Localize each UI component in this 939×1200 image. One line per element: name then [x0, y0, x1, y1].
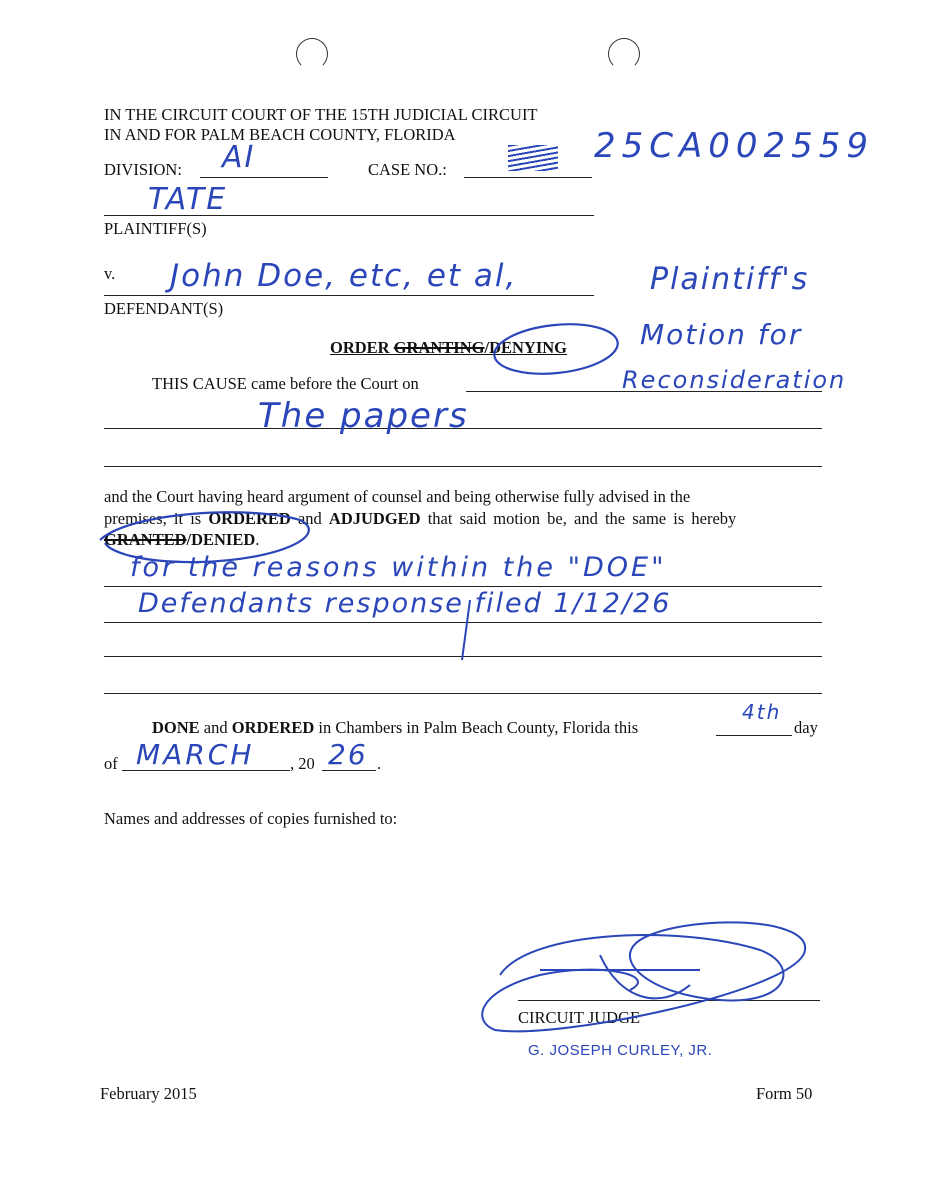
papers-handwriting: The papers — [258, 396, 469, 436]
case-no-line — [464, 177, 592, 178]
order-body-line-1: and the Court having heard argument of counsel and being otherwise fully advised in the — [104, 487, 691, 506]
signature-label: CIRCUIT JUDGE — [518, 1008, 641, 1027]
division-value: AI — [222, 140, 256, 175]
reason-line-2 — [104, 622, 822, 623]
case-no-label: CASE NO.: — [368, 160, 447, 179]
denied-text: /DENIED — [186, 530, 256, 549]
motion-handwriting-2: Motion for — [640, 318, 803, 351]
day-line — [716, 735, 792, 736]
division-line — [200, 177, 328, 178]
year-value: 26 — [328, 738, 368, 771]
done-ordered-text — [152, 718, 638, 738]
copies-label: Names and addresses of copies furnished to: — [104, 809, 398, 828]
year-prefix: , 20 — [290, 754, 315, 773]
premises-text: premises, it is — [104, 509, 209, 528]
punch-hole-right — [608, 38, 640, 70]
court-header-line-2: IN AND FOR PALM BEACH COUNTY, FLORIDA — [104, 125, 456, 144]
done-bold: DONE — [152, 718, 200, 737]
done-rest: in Chambers in Palm Beach County, Florida this — [314, 718, 639, 737]
v-label: v. — [104, 264, 116, 283]
order-body-line-3 — [104, 530, 259, 550]
plaintiff-value: TATE — [148, 182, 228, 217]
day-label: day — [794, 718, 818, 737]
order-body-line-2 — [104, 509, 736, 529]
this-cause-text: THIS CAUSE came before the Court on — [152, 374, 419, 393]
motion-text: that said motion be, and the same is hereby — [420, 509, 737, 528]
year-period: . — [377, 754, 382, 773]
reason-line-1 — [104, 586, 822, 587]
case-no-scribble — [508, 145, 558, 171]
body-period: . — [255, 530, 260, 549]
cause-line-3 — [104, 466, 822, 467]
day-value: 4th — [742, 700, 782, 724]
plaintiff-label: PLAINTIFF(S) — [104, 219, 207, 238]
and-text: and — [290, 509, 329, 528]
defendant-label: DEFENDANT(S) — [104, 299, 224, 318]
adjudged-bold: ADJUDGED — [328, 509, 421, 528]
cause-line-1 — [466, 391, 822, 392]
defendant-value: John Doe, etc, et al, — [170, 258, 518, 294]
footer-date: February 2015 — [100, 1084, 197, 1103]
motion-handwriting-1: Plaintiff's — [650, 262, 810, 297]
granted-struck: GRANTED — [104, 530, 187, 549]
division-label: DIVISION: — [104, 160, 182, 179]
footer-form: Form 50 — [756, 1084, 813, 1103]
motion-handwriting-3: Reconsideration — [622, 366, 847, 394]
order-title-prefix: ORDER — [330, 338, 394, 357]
reason-handwriting-2: Defendants response filed 1/12/26 — [138, 588, 672, 619]
case-no-value: 25CA002559 — [594, 126, 875, 166]
punch-hole-left — [296, 38, 328, 70]
order-title — [330, 338, 567, 358]
ordered-bold: ORDERED — [208, 509, 291, 528]
reason-line-3 — [104, 656, 822, 657]
judge-stamp: G. JOSEPH CURLEY, JR. — [528, 1042, 713, 1059]
reason-handwriting-1: for the reasons within the "DOE" — [130, 552, 667, 583]
signature-line — [518, 1000, 820, 1001]
reason-line-4 — [104, 693, 822, 694]
done-ordered-bold: ORDERED — [231, 718, 315, 737]
done-and: and — [199, 718, 232, 737]
order-title-denying: /DENYING — [484, 338, 567, 357]
month-value: MARCH — [136, 738, 255, 771]
order-title-granting: GRANTING — [393, 338, 485, 357]
court-header-line-1: IN THE CIRCUIT COURT OF THE 15TH JUDICIAL CIRCUIT — [104, 105, 538, 124]
defendant-line — [104, 295, 594, 296]
of-label: of — [104, 754, 118, 773]
